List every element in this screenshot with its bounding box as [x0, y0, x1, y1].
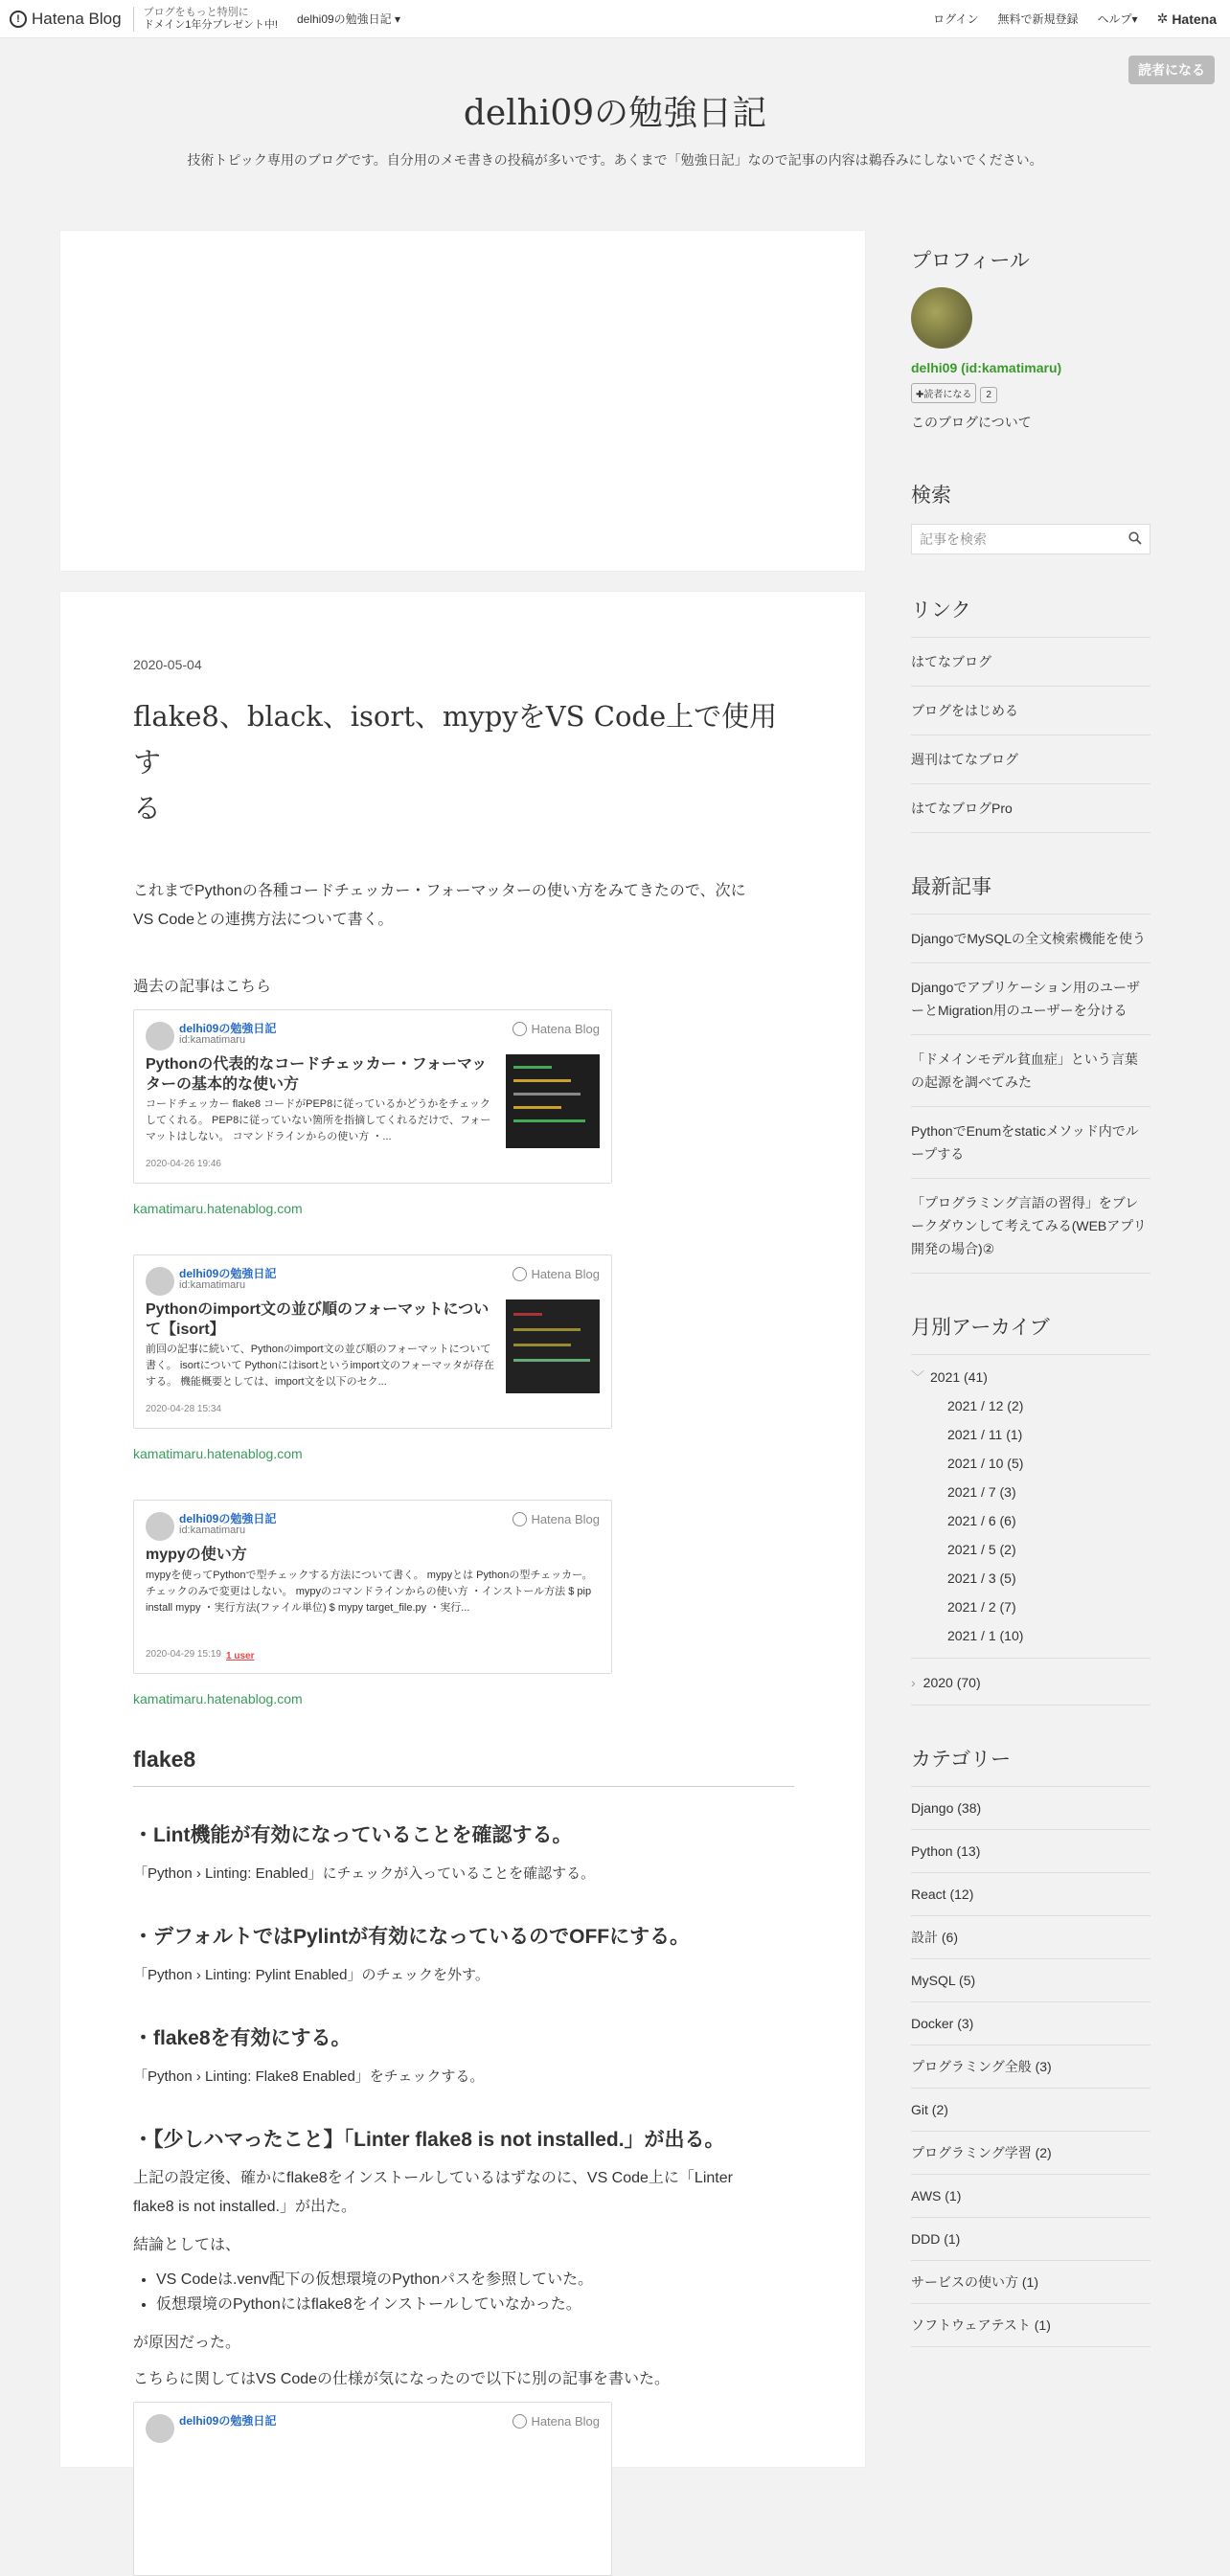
- category-item[interactable]: Django (38): [911, 1787, 1150, 1830]
- archive-year-2020[interactable]: [911, 1668, 1150, 1697]
- hatena-logo-icon: !: [10, 11, 27, 28]
- paragraph-1: 「Python › Linting: Enabled」にチェックが入っていることを確認する。: [133, 1865, 596, 1882]
- badge-label: Hatena Blog: [531, 1512, 600, 1526]
- archive-title: 月別アーカイブ: [911, 1317, 1050, 1339]
- archive-month[interactable]: 2021 / 7 (3): [947, 1484, 1016, 1500]
- subheading-2: ・デフォルトではPylintが有効になっているのでOFFにする。: [133, 1926, 691, 1948]
- hatena-logo-icon: [512, 1022, 527, 1036]
- card-summary: コードチェッカー flake8 コードがPEP8に従っているかどうかをチェックしてくれる。 PEP8に従っていない箇所を指摘してくれるだけで、フォーマットはしない。 コマンドラインからの使い方 ・...: [146, 1098, 491, 1142]
- caret-down-icon: ▾: [395, 12, 401, 26]
- card-user-id: id:kamatimaru: [179, 1034, 246, 1046]
- card-blog-name[interactable]: delhi09の勉強日記: [179, 1022, 277, 1035]
- archive-month[interactable]: 2021 / 1 (10): [947, 1628, 1024, 1643]
- archive-month[interactable]: 2021 / 5 (2): [947, 1542, 1016, 1557]
- card-blog-name[interactable]: delhi09の勉強日記: [179, 1267, 277, 1280]
- paragraph-4-line-1: 上記の設定後、確かにflake8をインストールしているはずなのに、VS Code上に「Linter: [133, 2170, 733, 2186]
- card-blog-name[interactable]: delhi09の勉強日記: [179, 2414, 277, 2428]
- links-title: リンク: [911, 599, 971, 621]
- entry-title-line-1: flake8、black、isort、mypyをVS Code上で使用す: [133, 700, 778, 779]
- embed-card[interactable]: [133, 1009, 612, 1184]
- entry-title-line-2: る: [133, 792, 162, 825]
- card-date: 2020-04-28 15:34: [146, 1404, 221, 1414]
- archive-year-2021[interactable]: [911, 1363, 1150, 1391]
- recent-module: [911, 871, 1150, 1274]
- links-module: [911, 595, 1150, 833]
- category-item[interactable]: サービスの使い方 (1): [911, 2261, 1150, 2304]
- badge-label: Hatena Blog: [531, 1022, 600, 1036]
- hatena-blog-logo[interactable]: [10, 10, 122, 29]
- subheading-1: ・Lint機能が有効になっていることを確認する。: [133, 1824, 573, 1846]
- help-menu[interactable]: [1098, 11, 1138, 27]
- embed-card[interactable]: [133, 1500, 612, 1674]
- card-thumbnail: [506, 1299, 600, 1393]
- link-item[interactable]: はてなブログPro: [911, 784, 1150, 833]
- category-item[interactable]: Git (2): [911, 2089, 1150, 2132]
- recent-title: 最新記事: [911, 876, 991, 898]
- card-date: 2020-04-29 15:19: [146, 1649, 221, 1660]
- hatena-blog-badge: [512, 1022, 600, 1036]
- category-item[interactable]: Python (13): [911, 1830, 1150, 1873]
- hatena-menu[interactable]: [1157, 11, 1217, 27]
- hatena-blog-badge: [512, 2414, 600, 2429]
- card-title[interactable]: mypyの使い方: [146, 1547, 247, 1563]
- recent-entry[interactable]: 「プログラミング言語の習得」をブレークダウンして考えてみる(WEBアプリ開発の場合)②: [911, 1179, 1150, 1274]
- profile-image[interactable]: [911, 287, 972, 349]
- hatena-blog-badge: [512, 1267, 600, 1281]
- search-icon[interactable]: [1128, 531, 1142, 548]
- chevron-down-icon: ﹀: [911, 1369, 924, 1385]
- hatena-logo-icon: [512, 1267, 527, 1281]
- list-item: • 仮想環境のPythonにはflake8をインストールしていなかった。: [156, 2293, 794, 2317]
- card-site-link[interactable]: kamatimaru.hatenablog.com: [133, 1691, 303, 1706]
- sidebar-subscribe-label: 読者になる: [923, 390, 972, 400]
- intro-line-1: これまでPythonの各種コードチェッカー・フォーマッターの使い方をみてきたので、次に: [133, 883, 746, 899]
- avatar: [146, 1512, 174, 1541]
- blog-title[interactable]: delhi09の勉強日記: [463, 94, 767, 133]
- entry-date[interactable]: 2020-05-04: [133, 657, 202, 672]
- archive-module: [911, 1312, 1150, 1706]
- bullet-list: [133, 2268, 794, 2317]
- paragraph-4-line-2: flake8 is not installed.」が出た。: [133, 2199, 356, 2215]
- caret-down-icon: ▾: [1131, 12, 1138, 26]
- recent-entry[interactable]: DjangoでMySQLの全文検索機能を使う: [911, 915, 1150, 963]
- archive-month[interactable]: 2021 / 6 (6): [947, 1513, 1016, 1528]
- sidebar-subscribe-button[interactable]: [911, 383, 976, 403]
- embed-card[interactable]: [133, 2402, 612, 2576]
- card-summary: 前回の記事に続いて、Pythonのimport文の並び順のフォーマットについて書く。 isortについて Pythonにはisortというimport文のフォーマッタが存在する。 機能概要としては、import文を以下のセク...: [146, 1344, 495, 1388]
- chevron-right-icon: ›: [911, 1675, 916, 1690]
- card-title[interactable]: Pythonの代表的なコードチェッカー・フォーマッターの基本的な使い方: [146, 1056, 488, 1093]
- signup-link[interactable]: 無料で新規登録: [997, 12, 1079, 26]
- bookmark-users[interactable]: 1 user: [226, 1651, 255, 1661]
- category-item[interactable]: AWS (1): [911, 2175, 1150, 2218]
- ad-area: [59, 230, 866, 572]
- entry-title[interactable]: [133, 693, 794, 831]
- card-user-id: id:kamatimaru: [179, 1525, 246, 1536]
- paragraph-3: 「Python › Linting: Flake8 Enabled」をチェックする。: [133, 2068, 485, 2085]
- category-item[interactable]: DDD (1): [911, 2218, 1150, 2261]
- link-item[interactable]: はてなブログ: [911, 638, 1150, 687]
- category-item[interactable]: React (12): [911, 1873, 1150, 1916]
- reader-count[interactable]: 2: [980, 387, 997, 403]
- recent-entry[interactable]: Djangoでアプリケーション用のユーザーとMigration用のユーザーを分ける: [911, 963, 1150, 1035]
- archive-month[interactable]: 2021 / 11 (1): [947, 1427, 1023, 1442]
- recent-entry[interactable]: 「ドメインモデル貧血症」という言葉の起源を調べてみた: [911, 1035, 1150, 1107]
- paragraph-6: が原因だった。: [133, 2335, 241, 2351]
- badge-label: Hatena Blog: [531, 1267, 600, 1281]
- category-item[interactable]: MySQL (5): [911, 1959, 1150, 2002]
- link-item[interactable]: ブログをはじめる: [911, 687, 1150, 735]
- hatena-logo-icon: [512, 1512, 527, 1526]
- help-label: ヘルプ: [1097, 12, 1132, 26]
- entry: [59, 591, 866, 2468]
- blog-menu-label: delhi09の勉強日記: [296, 12, 392, 26]
- hatena-star-icon: ✲: [1156, 11, 1169, 26]
- global-header: [0, 0, 1230, 38]
- section-heading-flake8: flake8: [133, 1747, 794, 1787]
- subscribe-row: [911, 383, 1150, 403]
- card-date: 2020-04-26 19:46: [146, 1159, 221, 1169]
- category-module: [911, 1744, 1150, 2347]
- search-module: [911, 480, 1150, 554]
- archive-month[interactable]: 2021 / 12 (2): [947, 1398, 1024, 1413]
- search-title: 検索: [911, 485, 951, 507]
- card-summary: mypyを使ってPythonで型チェックする方法について書く。 mypyとは Pythonの型チェッカー。チェックのみで変更はしない。 mypyのコマンドラインからの使い方 ・インストール方法 $ pip install mypy ・実行方法(ファイル単位) $ mypy target_file.py ・実行...: [146, 1570, 593, 1614]
- search-input[interactable]: [911, 524, 1150, 554]
- archive-month[interactable]: 2021 / 10 (5): [947, 1456, 1024, 1471]
- archive-month[interactable]: 2021 / 2 (7): [947, 1599, 1016, 1615]
- avatar: [146, 1267, 174, 1296]
- paragraph-7: こちらに関してはVS Codeの仕様が気になったので以下に別の記事を書いた。: [133, 2371, 671, 2387]
- archive-year-label: 2020 (70): [922, 1675, 981, 1690]
- card-user-id: id:kamatimaru: [179, 1279, 246, 1291]
- archive-year-label: 2021 (41): [930, 1369, 988, 1385]
- link-item[interactable]: 週刊はてなブログ: [911, 735, 1150, 784]
- blog-description: 技術トピック専用のブログです。自分用のメモ書きの投稿が多いです。あくまで「勉強日記」なので記事の内容は鵜呑みにしないでください。: [187, 152, 1043, 168]
- profile-module: [911, 245, 1150, 432]
- category-item[interactable]: プログラミング全般 (3): [911, 2045, 1150, 2089]
- blog-menu[interactable]: [297, 11, 400, 27]
- login-link[interactable]: ログイン: [933, 12, 979, 26]
- recent-entry[interactable]: PythonでEnumをstaticメソッド内でループする: [911, 1107, 1150, 1179]
- card-site-link[interactable]: kamatimaru.hatenablog.com: [133, 1201, 303, 1216]
- subheading-3: ・flake8を有効にする。: [133, 2027, 352, 2049]
- paragraph-2: 「Python › Linting: Pylint Enabled」のチェックを外す。: [133, 1967, 490, 1983]
- promo-line-1: ブログをもっと特別に: [143, 6, 249, 18]
- header-right: [933, 11, 1217, 27]
- paragraph-4: [133, 2164, 794, 2222]
- archive-months: [911, 1391, 1150, 1650]
- past-articles-heading: 過去の記事はこちら: [133, 979, 272, 995]
- category-item[interactable]: Docker (3): [911, 2002, 1150, 2045]
- sidebar: [911, 245, 1150, 2347]
- hatena-logo-icon: [512, 2414, 527, 2429]
- category-item[interactable]: プログラミング学習 (2): [911, 2132, 1150, 2175]
- card-thumbnail: [506, 1054, 600, 1148]
- promo-line-2: ドメイン1年分プレゼント中!: [143, 18, 278, 31]
- list-item: • VS Codeは.venv配下の仮想環境のPythonパスを参照していた。: [156, 2268, 794, 2293]
- category-title: カテゴリー: [911, 1749, 1012, 1771]
- badge-label: Hatena Blog: [531, 2414, 600, 2429]
- promo-link[interactable]: [133, 7, 278, 32]
- intro-paragraph: [133, 877, 794, 935]
- card-blog-name[interactable]: delhi09の勉強日記: [179, 1512, 277, 1525]
- category-item[interactable]: ソフトウェアテスト (1): [911, 2304, 1150, 2347]
- paragraph-5: 結論としては、: [133, 2237, 241, 2253]
- profile-name[interactable]: delhi09 (id:kamatimaru): [911, 360, 1062, 375]
- logo-text: Hatena Blog: [32, 9, 122, 28]
- hatena-label: Hatena: [1172, 11, 1217, 27]
- subheading-4: ・【少しハマったこと】「Linter flake8 is not installed.」が出る。: [133, 2129, 725, 2151]
- card-site-link[interactable]: kamatimaru.hatenablog.com: [133, 1446, 303, 1461]
- category-item[interactable]: 設計 (6): [911, 1916, 1150, 1959]
- embed-card[interactable]: [133, 1254, 612, 1429]
- about-link[interactable]: このブログについて: [911, 415, 1032, 430]
- subscribe-button[interactable]: 読者になる: [1128, 56, 1215, 84]
- card-title[interactable]: Pythonのimport文の並び順のフォーマットについて【isort】: [146, 1301, 490, 1338]
- intro-line-2: VS Codeとの連携方法について書く。: [133, 912, 394, 928]
- plus-icon: ✚: [916, 390, 924, 400]
- archive-month[interactable]: 2021 / 3 (5): [947, 1570, 1016, 1586]
- search-placeholder: 記事を検索: [920, 531, 987, 547]
- avatar: [146, 2414, 174, 2443]
- hatena-blog-badge: [512, 1512, 600, 1526]
- profile-title: プロフィール: [911, 250, 1030, 272]
- avatar: [146, 1022, 174, 1051]
